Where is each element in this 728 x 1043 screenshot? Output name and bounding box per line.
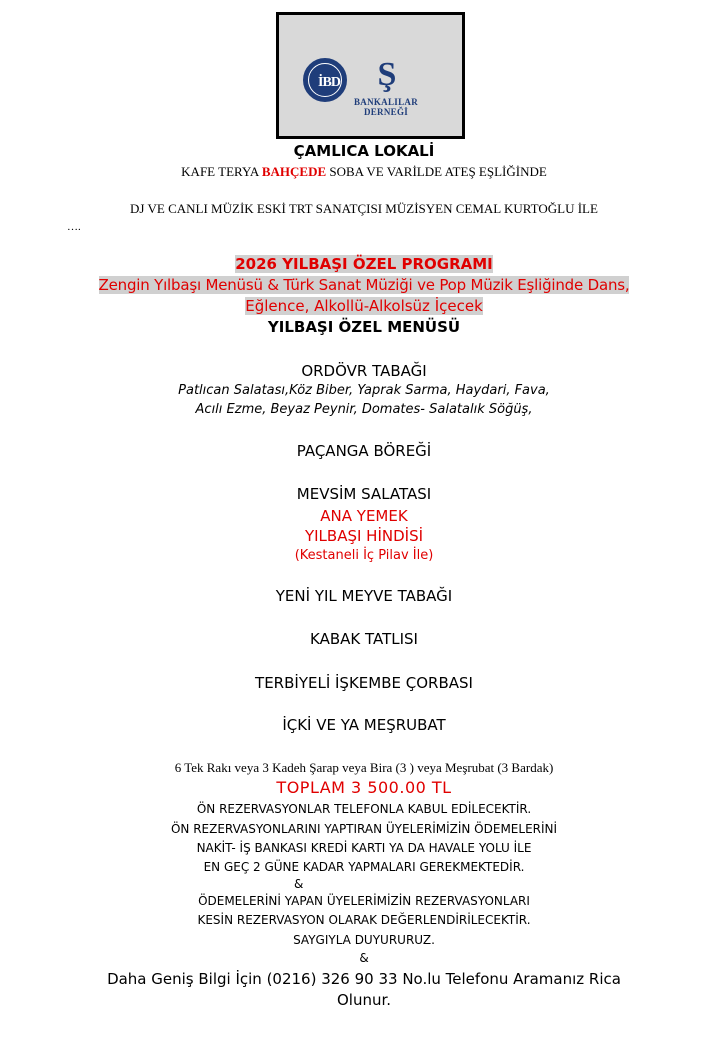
drinks-detail: 6 Tek Rakı veya 3 Kadeh Şarap veya Bira (3 ) veya Meşrubat (3 Bardak) (174, 760, 554, 775)
association-logo (276, 12, 465, 139)
drinks-title: İÇKİ VE YA MEŞRUBAT (282, 716, 446, 734)
notice-line3: NAKİT- İŞ BANKASI KREDİ KARTI YA DA HAVALE YOLU İLE (196, 841, 532, 855)
notice-line7: SAYGIYLA DUYURURUZ. (293, 933, 435, 947)
header-line2: DJ VE CANLI MÜZİK ESKİ TRT SANATÇISI MÜZİSYEN CEMAL KURTOĞLU İLE (130, 201, 598, 216)
notice-line2: ÖN REZERVASYONLARINI YAPTIRAN ÜYELERİMİZİN ÖDEMELERİNİ (170, 822, 558, 836)
salad-item: MEVSİM SALATASI (296, 485, 432, 503)
total-price: TOPLAM 3 500.00 TL (276, 778, 452, 797)
association-name-line1: BANKALILAR (353, 97, 418, 107)
garden-highlight: BAHÇEDE (261, 164, 327, 179)
notice-line6: KESİN REZERVASYON OLARAK DEĞERLENDİRİLECEKTİR. (197, 913, 531, 927)
soup-item: TERBİYELİ İŞKEMBE ÇORBASI (255, 674, 473, 692)
menu-title: YILBAŞI ÖZEL MENÜSÜ (267, 318, 461, 336)
ibd-emblem-icon (303, 58, 347, 102)
borek-item: PAÇANGA BÖREĞİ (296, 442, 432, 460)
notice-line5: ÖDEMELERİNİ YAPAN ÜYELERİMİZİN REZERVASYONLARI (198, 894, 530, 908)
header-line1: KAFE TERYA BAHÇEDE SOBA VE VARİLDE ATEŞ EŞLİĞİNDE (181, 164, 547, 179)
notice-line1: ÖN REZERVASYONLAR TELEFONLA KABUL EDİLECEKTİR. (196, 802, 532, 816)
notice-ampersand-1: & (294, 877, 304, 891)
program-desc-line2: Eğlence, Alkollü-Alkolsüz İçecek (245, 297, 483, 315)
venue-title: ÇAMLICA LOKALİ (293, 142, 435, 160)
header-line2-cont: …. (67, 221, 81, 233)
ibd-emblem-text: İBD (318, 75, 340, 90)
notice-line4: EN GEÇ 2 GÜNE KADAR YAPMALARI GEREKMEKTEDİR. (203, 860, 525, 874)
contact-line2: Olunur. (336, 991, 392, 1009)
notice-ampersand-2: & (359, 951, 369, 965)
association-name-line2: DERNEĞİ (363, 107, 409, 117)
dessert-item: KABAK TATLISI (310, 630, 418, 648)
program-desc-line1: Zengin Yılbaşı Menüsü & Türk Sanat Müziği ve Pop Müzik Eşliğinde Dans, (98, 276, 630, 294)
is-bank-mark-icon: Ş (377, 56, 397, 93)
main-course-side: (Kestaneli İç Pilav İle) (294, 548, 434, 563)
fruit-item: YENİ YIL MEYVE TABAĞI (275, 587, 453, 605)
program-title: 2026 YILBAŞI ÖZEL PROGRAMI (235, 255, 493, 273)
main-course-title: ANA YEMEK (320, 507, 408, 525)
main-course-dish: YILBAŞI HİNDİSİ (304, 527, 424, 545)
contact-line1: Daha Geniş Bilgi İçin (0216) 326 90 33 No.lu Telefonu Aramanız Rica (107, 970, 621, 988)
ordovr-title: ORDÖVR TABAĞI (301, 362, 427, 380)
ordovr-items-line1: Patlıcan Salatası,Köz Biber, Yaprak Sarma, Haydari, Fava, (178, 383, 550, 398)
ordovr-items-line2: Acılı Ezme, Beyaz Peynir, Domates- Salatalık Söğüş, (195, 402, 533, 417)
